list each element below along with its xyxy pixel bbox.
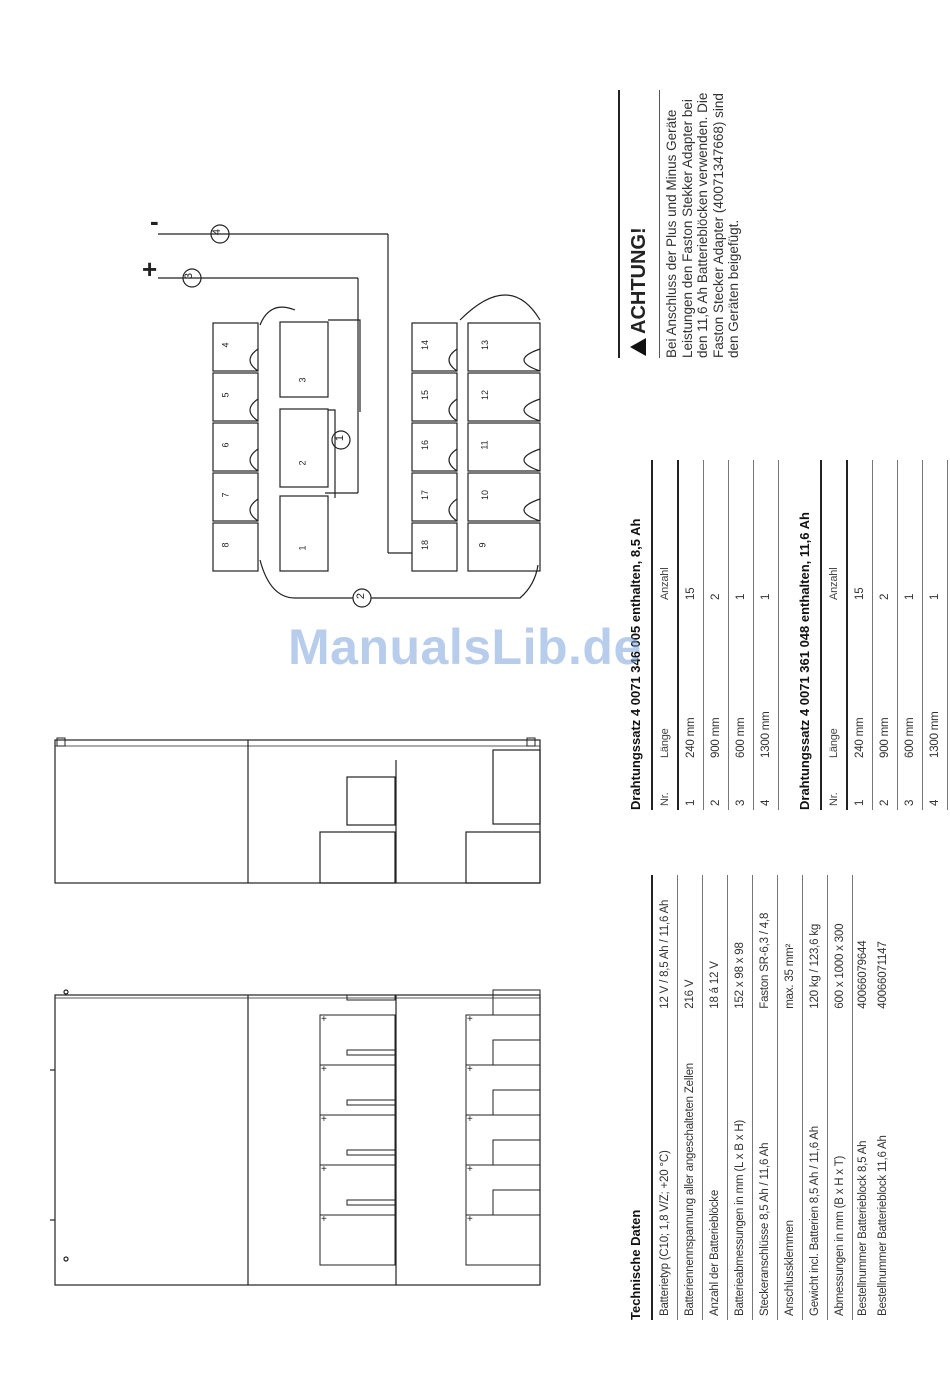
- table-row: [653, 875, 678, 1320]
- svg-text:+: +: [321, 1014, 327, 1025]
- battery-number: 6: [220, 442, 231, 448]
- tech-data-value: 40066079644: [857, 940, 869, 1009]
- tech-data-label: Anschlussklemmen: [778, 1013, 803, 1320]
- battery-number: 17: [420, 489, 431, 501]
- cell: 600 mm: [729, 604, 754, 762]
- warning-triangle-icon: [630, 338, 646, 356]
- table-row: [678, 875, 703, 1320]
- cell: 1: [729, 460, 754, 604]
- tech-data-label: Anzahl der Batterieblöcke: [703, 1013, 728, 1320]
- tech-data-title: Technische Daten: [628, 1209, 643, 1320]
- cell: 3: [898, 762, 923, 810]
- battery-group-left: [213, 322, 328, 571]
- battery-number: 9: [477, 542, 488, 548]
- svg-text:+: +: [321, 1214, 327, 1225]
- tech-data-value: 40066071147: [877, 941, 889, 1009]
- tech-data-value: 18 á 12 V: [703, 875, 728, 1013]
- tech-data-label: Bestellnummer Batterieblock 8,5 Ah: [857, 1140, 869, 1316]
- cell: 4: [754, 762, 779, 810]
- cell: 1: [847, 762, 873, 810]
- wiring-kit-1-title: Drahtungssatz 4 0071 346 005 enthalten, 8,5 Ah: [628, 518, 643, 810]
- callout-label-1: 1: [334, 434, 347, 442]
- tech-data-value: Faston SR-6,3 / 4,8: [753, 875, 778, 1013]
- battery-number: 16: [420, 439, 431, 451]
- tech-data-label: Gewicht incl. Batterien 8,5 Ah / 11,6 Ah: [803, 1013, 828, 1320]
- table-row: [703, 875, 728, 1320]
- battery-number: 15: [420, 389, 431, 401]
- callout-label-4: 4: [211, 228, 224, 236]
- cell: 240 mm: [847, 604, 873, 762]
- svg-text:+: +: [467, 1164, 473, 1175]
- table-header-row: [822, 460, 847, 810]
- cell: 4: [923, 762, 948, 810]
- svg-text:+: +: [467, 1064, 473, 1075]
- battery-number: 14: [420, 339, 431, 351]
- cell: 2: [704, 460, 729, 604]
- table-row: [873, 875, 893, 1320]
- column-header: Anzahl: [822, 460, 847, 604]
- tech-data-label: Abmessungen in mm (B x H x T): [828, 1013, 853, 1320]
- warning-text: Bei Anschluss der Plus und Minus Geräte Leistungen den Faston Stekker Adapter bei den 11,6 Ah Batterieblöcken verwenden. Die Faston Stecker Adapter (40071347668) sind den Geräten beigefügt.: [664, 92, 741, 358]
- wiring-kit-2-title: Drahtungssatz 4 0071 361 048 enthalten, 11,6 Ah: [797, 512, 812, 810]
- battery-number: 7: [220, 492, 231, 498]
- table-row: [729, 460, 754, 810]
- cell: 3: [729, 762, 754, 810]
- table-row: [898, 460, 923, 810]
- wiring-kit-1-section: [628, 460, 779, 810]
- table-row: [704, 460, 729, 810]
- battery-number: 1: [297, 545, 308, 551]
- tech-data-label: Steckeranschlüsse 8,5 Ah / 11,6 Ah: [753, 1013, 778, 1320]
- cell: 1300 mm: [754, 604, 779, 762]
- tech-data-value: max. 35 mm²: [778, 875, 803, 1013]
- svg-text:+: +: [467, 1214, 473, 1225]
- wiring-kit-2-table: [822, 460, 948, 810]
- column-header: Nr.: [653, 762, 678, 810]
- table-row: [754, 460, 779, 810]
- tech-data-label: Batterietyp (C10; 1,8 V/Z; +20 °C): [653, 1013, 678, 1320]
- battery-group-right: [412, 323, 540, 571]
- callout-label-3: 3: [183, 272, 196, 280]
- battery-number: 18: [420, 539, 431, 551]
- cell: 15: [847, 460, 873, 604]
- cell: 15: [678, 460, 704, 604]
- cell: 900 mm: [873, 604, 898, 762]
- cabinet-side-view: [55, 738, 540, 883]
- battery-number: 12: [480, 389, 491, 401]
- tech-data-value: 12 V / 8,5 Ah / 11,6 Ah: [653, 875, 678, 1013]
- wiring-kit-2-section: [797, 460, 948, 810]
- tech-data-label: Batteriennennspannung aller angeschalteten Zellen: [678, 1013, 703, 1320]
- table-row: [778, 875, 803, 1320]
- battery-number: 11: [479, 440, 490, 450]
- cell: 600 mm: [898, 604, 923, 762]
- table-row: [828, 875, 853, 1320]
- svg-text:+: +: [467, 1014, 473, 1025]
- cell: 1: [678, 762, 704, 810]
- table-row: [728, 875, 753, 1320]
- column-header: Länge: [822, 604, 847, 762]
- svg-text:+: +: [321, 1164, 327, 1175]
- svg-text:+: +: [467, 1114, 473, 1125]
- battery-number: 10: [480, 489, 491, 501]
- tech-data-value: 600 x 1000 x 300: [828, 875, 853, 1013]
- callout-circles: [183, 225, 371, 607]
- battery-number: 4: [220, 342, 231, 348]
- cell: 2: [704, 762, 729, 810]
- battery-number: 8: [220, 542, 231, 548]
- table-row: [753, 875, 778, 1320]
- table-row: [803, 875, 828, 1320]
- cell: 1: [923, 460, 948, 604]
- battery-number: 2: [297, 460, 308, 466]
- cell: 240 mm: [678, 604, 704, 762]
- warning-box: [618, 90, 742, 358]
- callout-label-2: 2: [355, 592, 368, 600]
- warning-title: ACHTUNG!: [628, 227, 650, 334]
- cell: 1: [898, 460, 923, 604]
- cell: 1: [754, 460, 779, 604]
- cell: 1300 mm: [923, 604, 948, 762]
- warning-title-row: [618, 90, 660, 358]
- tech-data-label: Batterieabmessungen in mm (L x B x H): [728, 1013, 753, 1320]
- tech-data-value: 216 V: [678, 875, 703, 1013]
- tech-data-table: [653, 875, 893, 1320]
- svg-text:+: +: [321, 1114, 327, 1125]
- plus-sign: +: [142, 254, 158, 284]
- tech-data-value: 152 x 98 x 98: [728, 875, 753, 1013]
- watermark: ManualsLib.de: [288, 619, 642, 675]
- table-row: [853, 875, 874, 1320]
- battery-number: 13: [480, 339, 491, 351]
- minus-sign: -: [150, 206, 159, 236]
- cell: 2: [873, 460, 898, 604]
- column-header: Nr.: [822, 762, 847, 810]
- terminal-leads: [158, 234, 540, 598]
- tech-data-section: [628, 875, 893, 1320]
- table-row: [873, 460, 898, 810]
- table-header-row: [653, 460, 678, 810]
- cell: 2: [873, 762, 898, 810]
- wiring-kit-1-table: [653, 460, 779, 810]
- table-row: [847, 460, 873, 810]
- battery-number: 5: [220, 392, 231, 398]
- cell: 900 mm: [704, 604, 729, 762]
- table-row: [923, 460, 948, 810]
- column-header: Anzahl: [653, 460, 678, 604]
- svg-text:+: +: [321, 1064, 327, 1075]
- tech-data-value: 120 kg / 123,6 kg: [803, 875, 828, 1013]
- table-row: [678, 460, 704, 810]
- cabinet-front-view: [50, 990, 540, 1285]
- tech-data-label: Bestellnummer Batterieblock 11,6 Ah: [877, 1135, 889, 1316]
- column-header: Länge: [653, 604, 678, 762]
- battery-number: 3: [297, 377, 308, 383]
